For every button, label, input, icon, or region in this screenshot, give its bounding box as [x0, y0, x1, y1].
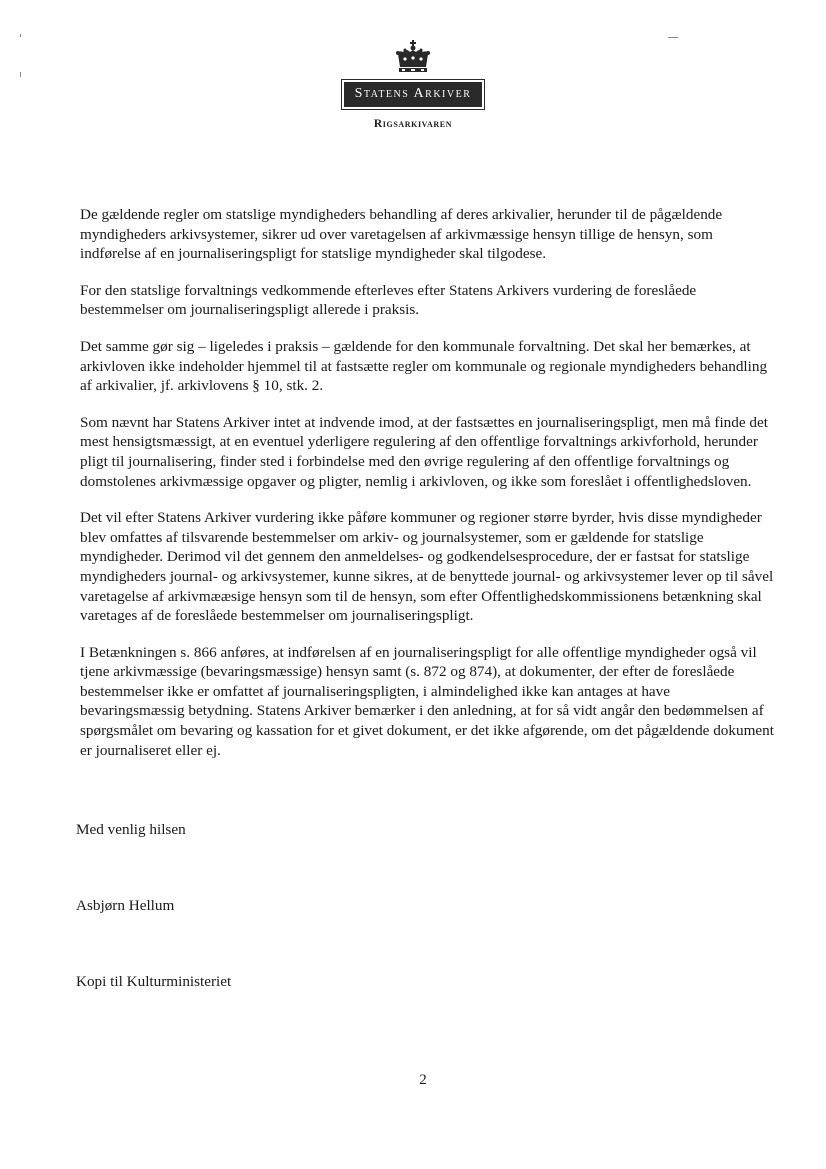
paragraph: For den statslige forvaltnings vedkommende efterleves efter Statens Arkivers vurdering de foreslåede bestemmelser om journaliseringspligt allerede i praksis.	[80, 281, 697, 319]
paragraph: Det samme gør sig – ligeledes i praksis – gældende for den kommunale forvaltning. Det skal her bemærkes, at arkivloven ikke indeholder hjemmel til at fastsætte regler om kommunale og regionale myndigheders behandling af arkivalier, jf. arkivlovens § 10, stk. 2.	[80, 337, 768, 395]
signatory: Asbjørn Hellum	[76, 897, 175, 914]
paragraph: De gældende regler om statslige myndigheders behandling af deres arkivalier, herunder til de pågældende myndigheders arkivsystemer, sikrer ud over varetagelsen af arkivmæssige hensyn tillige de hensyn, som indførelse af en journaliseringspligt for statslige myndigheder skal tilgodese.	[80, 206, 723, 263]
letterhead-subtitle: Rigsarkivaren	[373, 118, 453, 130]
letterhead	[0, 40, 826, 130]
banner-title: Statens Arkiver	[344, 82, 483, 107]
scan-speck	[668, 37, 678, 38]
scan-speck	[20, 34, 21, 37]
paragraph: Det vil efter Statens Arkiver vurdering ikke påføre kommuner og regioner større byrder, hvis disse myndigheder blev omfattes af tilsvarende bestemmelser om arkiv- og journalsystemer, som er gældende for statslige myndigheder. Derimod vil det gennem den anmeldelses- og godkendelsesprocedure, der er fastsat for statslige myndigheders journal- og arkivsystemer, kunne sikres, at de benyttede journal- og arkivsystemer lever op til såvel varetagelse af arkivmææsige hensyn som til de hensyn, som efter Offentlighedskommissionens betænkning skal varetages af de foreslåede bestemmelser om journaliseringspligt.	[80, 509, 774, 625]
page-number: 2	[419, 1072, 427, 1088]
letter-body	[80, 205, 775, 777]
copy-recipient: Kopi til Kulturministeriet	[76, 973, 232, 990]
paragraph: Som nævnt har Statens Arkiver intet at indvende imod, at der fastsættes en journaliseringspligt, men må finde det mest hensigtsmæssigt, at en eventuel yderligere regulering af den offentlige forvaltnings arkivforhold, herunder pligt til journalisering, finder sted i forbindelse med den øvrige regulering af den offentlige forvaltnings og domstolenes arkivmæssige opgaver og pligter, nemlig i arkivloven, og ikke som foreslået i offentlighedsloven.	[80, 413, 768, 490]
greeting: Med venlig hilsen	[76, 821, 186, 838]
crown-icon	[393, 40, 433, 78]
paragraph: I Betænkningen s. 866 anføres, at indførelsen af en journaliseringspligt for alle offentlige myndigheder også vil tjene arkivmæssige (bevaringsmæssige) hensyn samt (s. 872 og 874), at dokumenter, der efter de foreslåede bestemmelser ikke er omfattet af journaliseringspligten, i almindelighed ikke kan antages at have bevaringsmæssig betydning. Statens Arkiver bemærker i den anledning, at for så vidt angår den bedømmelsen af spørgsmålet om bevaring og kassation for et givet dokument, er det ikke afgørende, om det pågældende dokument er journaliseret eller ej.	[80, 643, 774, 759]
